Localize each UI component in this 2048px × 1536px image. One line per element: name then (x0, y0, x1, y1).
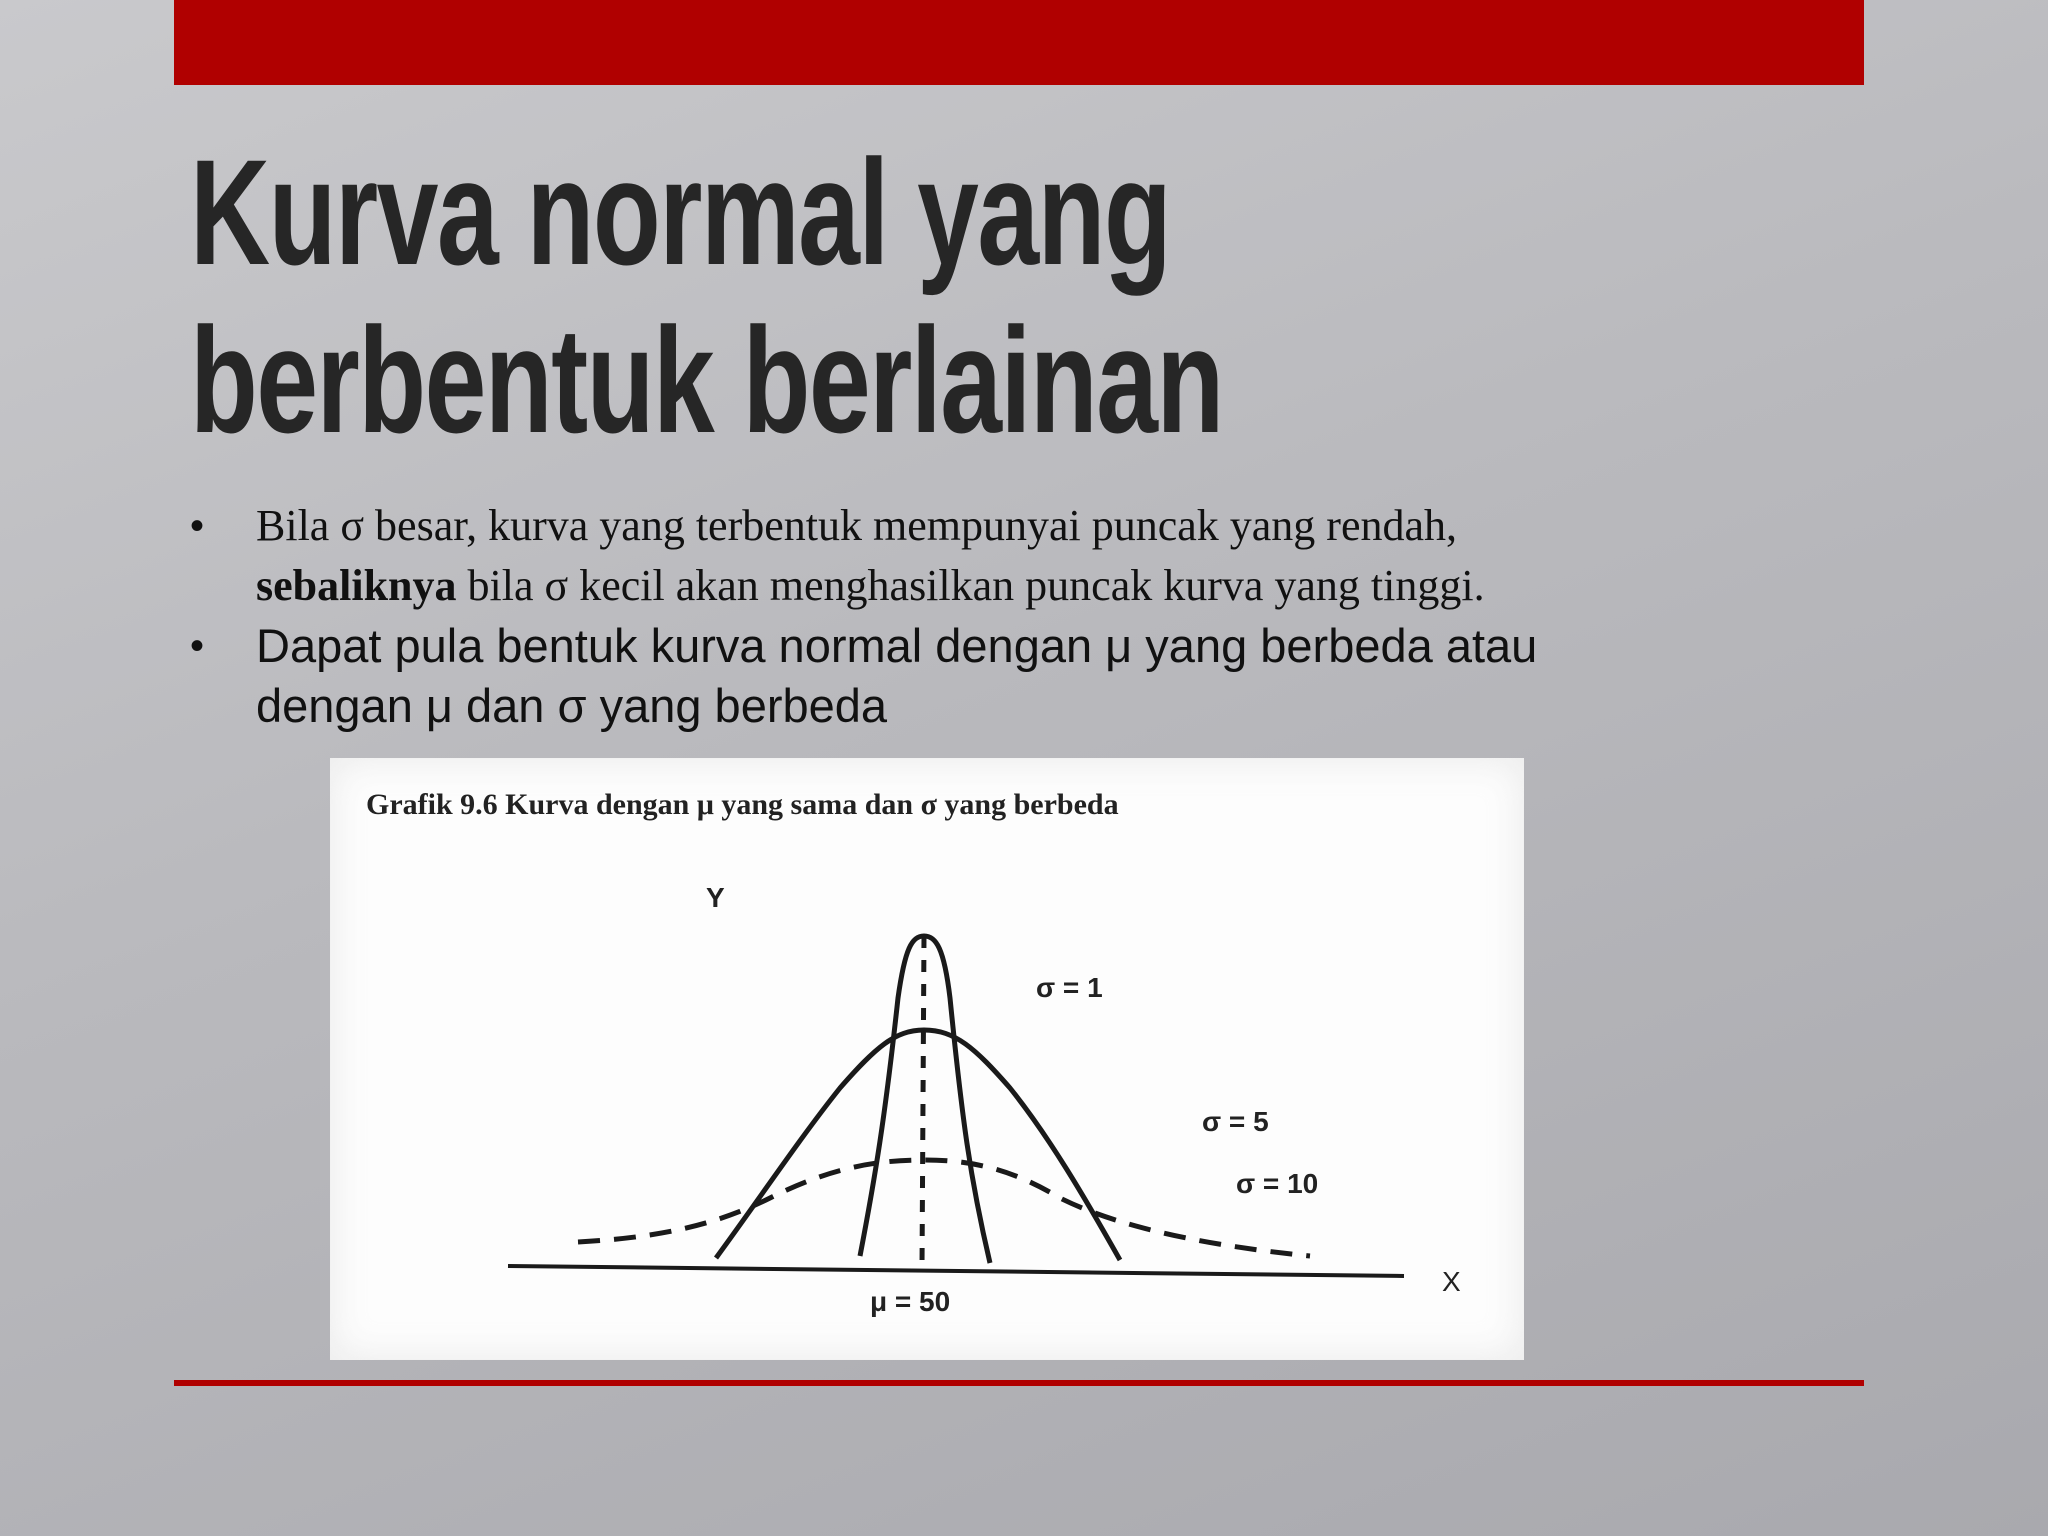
bullet-2-line-2: dengan μ dan σ yang berbeda (256, 679, 888, 732)
bullet-list (190, 496, 1750, 736)
normal-curve-figure (330, 758, 1524, 1360)
y-axis-label: Y (706, 882, 725, 913)
bullet-dot-icon: • (190, 504, 205, 548)
mean-label: μ = 50 (870, 1286, 951, 1317)
slide-title (190, 128, 1374, 464)
bottom-accent-rule (174, 1380, 1864, 1386)
curve-sigma-10 (578, 1160, 1310, 1256)
x-axis-line (508, 1266, 1404, 1276)
bullet-dot-icon: • (190, 624, 205, 668)
figure-caption: Grafik 9.6 Kurva dengan μ yang sama dan σ yang berbeda (366, 788, 1119, 821)
x-axis-label: X (1442, 1266, 1461, 1297)
curve-sigma-5 (716, 1030, 1120, 1260)
mean-dashed-line (922, 936, 924, 1268)
bullet-1-bold-word: sebaliknya (256, 561, 457, 610)
bullet-1-line-1: Bila σ besar, kurva yang terbentuk mempunyai puncak yang rendah, (256, 501, 1458, 550)
top-accent-bar (174, 0, 1864, 85)
curve-label-sigma-10: σ = 10 (1236, 1168, 1319, 1199)
bullet-item-2 (190, 616, 1750, 736)
title-line-2: berbentuk berlainan (190, 296, 1223, 464)
bullet-item-1 (190, 496, 1750, 616)
bullet-1-rest: bila σ kecil akan menghasilkan puncak kurva yang tinggi. (456, 561, 1485, 610)
curve-label-sigma-5: σ = 5 (1202, 1106, 1269, 1137)
normal-curves-chart (330, 758, 1524, 1360)
bullet-2-line-1: Dapat pula bentuk kurva normal dengan μ yang berbeda atau (256, 619, 1538, 672)
curve-label-sigma-1: σ = 1 (1036, 972, 1103, 1003)
title-line-1: Kurva normal yang (190, 128, 1171, 296)
